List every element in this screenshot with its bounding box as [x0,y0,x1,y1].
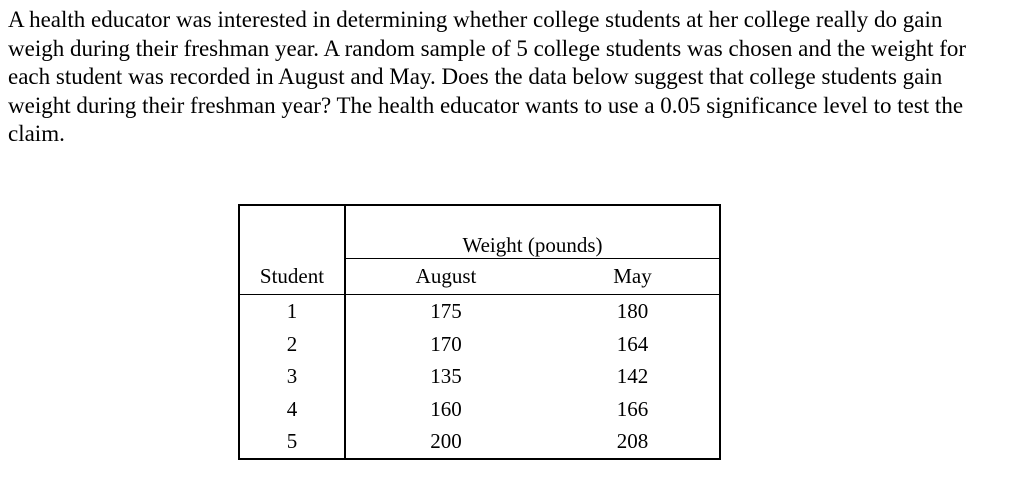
august-cell: 170 [430,331,462,356]
empty-corner-cell [240,206,346,259]
group-header-row [240,206,719,259]
table-row [240,328,719,361]
column-header-student: Student [240,259,346,295]
student-cell: 2 [240,328,346,361]
column-header-august: August [346,259,546,295]
august-cell: 175 [430,298,462,323]
may-cell: 164 [616,331,649,356]
table-row [240,425,719,458]
problem-statement: A health educator was interested in determining whether college students at her college really do gain weigh during their freshman year. A random sample of 5 college students was chosen and the weight for each student was recorded in August and May. Does the data below suggest that college students gain weight during their freshman year? The health educator wants to use a 0.05 significance level to test the claim. [8,7,967,146]
august-cell: 160 [430,396,462,421]
student-cell: 1 [240,295,346,328]
table-row [240,393,719,426]
column-header-row [240,259,719,295]
table-row [240,360,719,393]
may-cell: 208 [616,429,649,454]
weight-group-header: Weight (pounds) [346,206,719,259]
may-cell: 180 [616,298,649,323]
student-cell: 5 [240,425,346,458]
may-cell: 166 [616,396,649,421]
table-row [240,295,719,328]
weight-data-table [238,204,721,460]
august-cell: 200 [430,429,462,454]
student-cell: 3 [240,360,346,393]
student-cell: 4 [240,393,346,426]
august-cell: 135 [430,364,462,389]
column-header-may: May [546,259,719,295]
may-cell: 142 [616,364,649,389]
